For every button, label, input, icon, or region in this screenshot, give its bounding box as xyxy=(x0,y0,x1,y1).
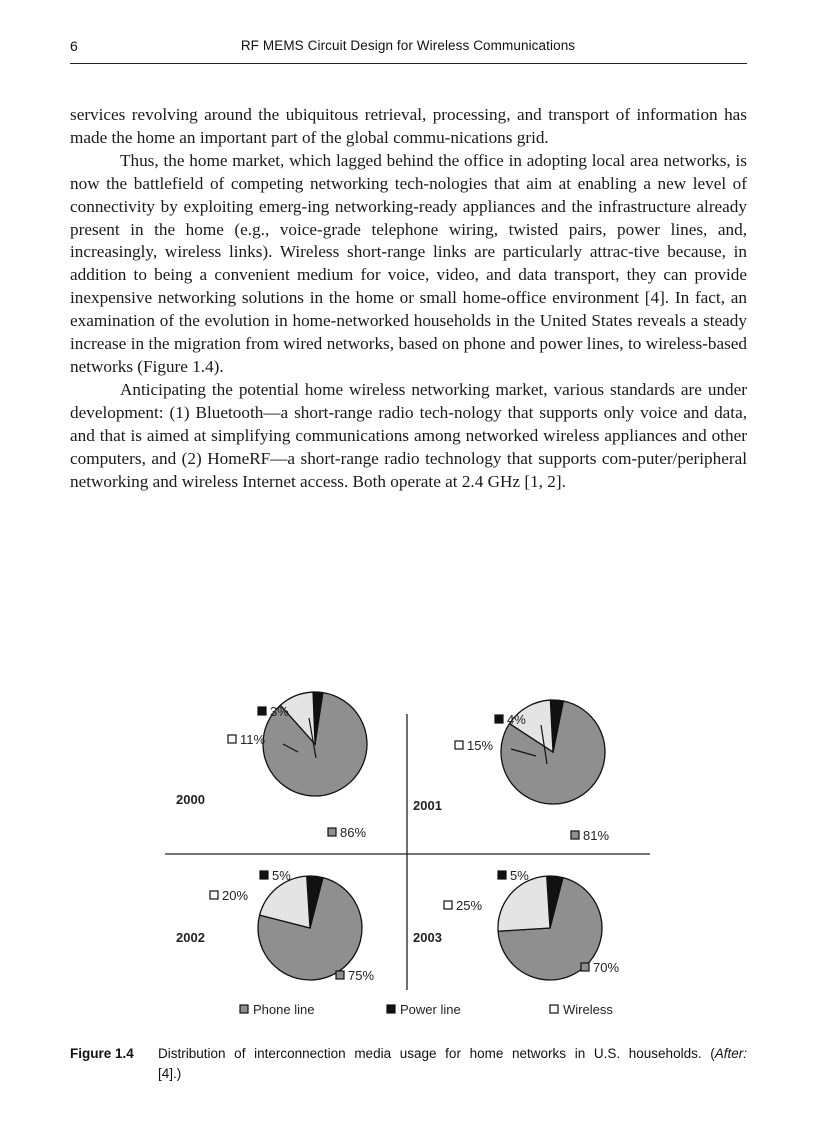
caption-label: Figure 1.4 xyxy=(70,1046,134,1061)
legend-swatch-1 xyxy=(387,1005,395,1013)
label-swatch-2000-2 xyxy=(228,735,236,743)
label-swatch-2002-0 xyxy=(336,971,344,979)
caption-text xyxy=(158,1044,747,1084)
data-label-2000-wireless: 11% xyxy=(240,732,266,747)
data-label-2002-wireless: 20% xyxy=(222,888,249,903)
pie-chart-grid xyxy=(0,680,816,1030)
data-label-2000-phone-line: 86% xyxy=(340,825,367,840)
data-label-2003-power-line: 5% xyxy=(510,868,529,883)
label-swatch-2000-1 xyxy=(258,707,266,715)
data-label-2002-phone-line: 75% xyxy=(348,968,375,983)
label-swatch-2000-0 xyxy=(328,828,336,836)
legend-item-phone-line: Phone line xyxy=(253,1002,315,1017)
paragraph-3: Anticipating the potential home wireless networking market, various standards are under development: (1) Bluetooth—a short-range radio tech-nology that supports only voice and data, and that is aimed at simplifying communications among networked wireless appliances and other computers, and (2) HomeRF—a short-range radio technology that supports com-puter/peripheral networking and wireless Internet access. Both operate at 2.4 GHz [1, 2]. xyxy=(70,379,747,491)
data-label-2003-wireless: 25% xyxy=(456,898,483,913)
year-label-2002: 2002 xyxy=(176,930,205,945)
page-number: 6 xyxy=(70,38,78,54)
data-label-2001-power-line: 4% xyxy=(507,712,526,727)
label-swatch-2002-2 xyxy=(210,891,218,899)
year-label-2003: 2003 xyxy=(413,930,442,945)
caption-body: Distribution of interconnection media usage for home networks in U.S. households. ( xyxy=(158,1046,715,1061)
data-label-2000-power-line: 3% xyxy=(270,704,289,719)
legend-swatch-0 xyxy=(240,1005,248,1013)
label-swatch-2003-0 xyxy=(581,963,589,971)
caption-after: After: xyxy=(714,1046,747,1061)
data-label-2003-phone-line: 70% xyxy=(593,960,620,975)
running-title: RF MEMS Circuit Design for Wireless Communications xyxy=(240,38,576,53)
label-swatch-2003-1 xyxy=(498,871,506,879)
label-swatch-2002-1 xyxy=(260,871,268,879)
legend-item-wireless: Wireless xyxy=(563,1002,613,1017)
paragraph-1: services revolving around the ubiquitous retrieval, processing, and transport of information has made the home an important part of the global commu-nications grid. xyxy=(70,105,747,147)
data-label-2002-power-line: 5% xyxy=(272,868,291,883)
header-rule xyxy=(70,63,747,64)
paragraph-2: Thus, the home market, which lagged behind the office in adopting local area networks, is now the battlefield of competing networking tech-nologies that aim at enabling a new level of connectivity by exploiting emerg-ing networking-ready appliances and the infrastructure already present in the home (e.g., voice-grade telephone wiring, twisted pairs, power lines, and, increasingly, wireless links). Wireless short-range links are particularly attrac-tive because, in addition to being a convenient medium for voice, video, and data transport, they can provide inexpensive networking solutions in the home or small home-office environment [4]. In fact, an examination of the evolution in home-networked households in the United States reveals a steady increase in the migration from wired networks, based on phone and power lines, to wireless-based networks (Figure 1.4). xyxy=(70,150,747,376)
label-swatch-2001-0 xyxy=(571,831,579,839)
caption-ref: [4].) xyxy=(158,1066,182,1081)
pie-slice-2003-wireless xyxy=(498,876,550,931)
label-swatch-2001-1 xyxy=(495,715,503,723)
legend-item-power-line: Power line xyxy=(400,1002,461,1017)
figure-caption xyxy=(70,1044,747,1084)
body-text xyxy=(70,104,747,493)
label-swatch-2001-2 xyxy=(455,741,463,749)
year-label-2001: 2001 xyxy=(413,798,442,813)
data-label-2001-wireless: 15% xyxy=(467,738,494,753)
data-label-2001-phone-line: 81% xyxy=(583,828,610,843)
legend-swatch-2 xyxy=(550,1005,558,1013)
figure-1-4 xyxy=(0,680,816,1030)
label-swatch-2003-2 xyxy=(444,901,452,909)
year-label-2000: 2000 xyxy=(176,792,205,807)
